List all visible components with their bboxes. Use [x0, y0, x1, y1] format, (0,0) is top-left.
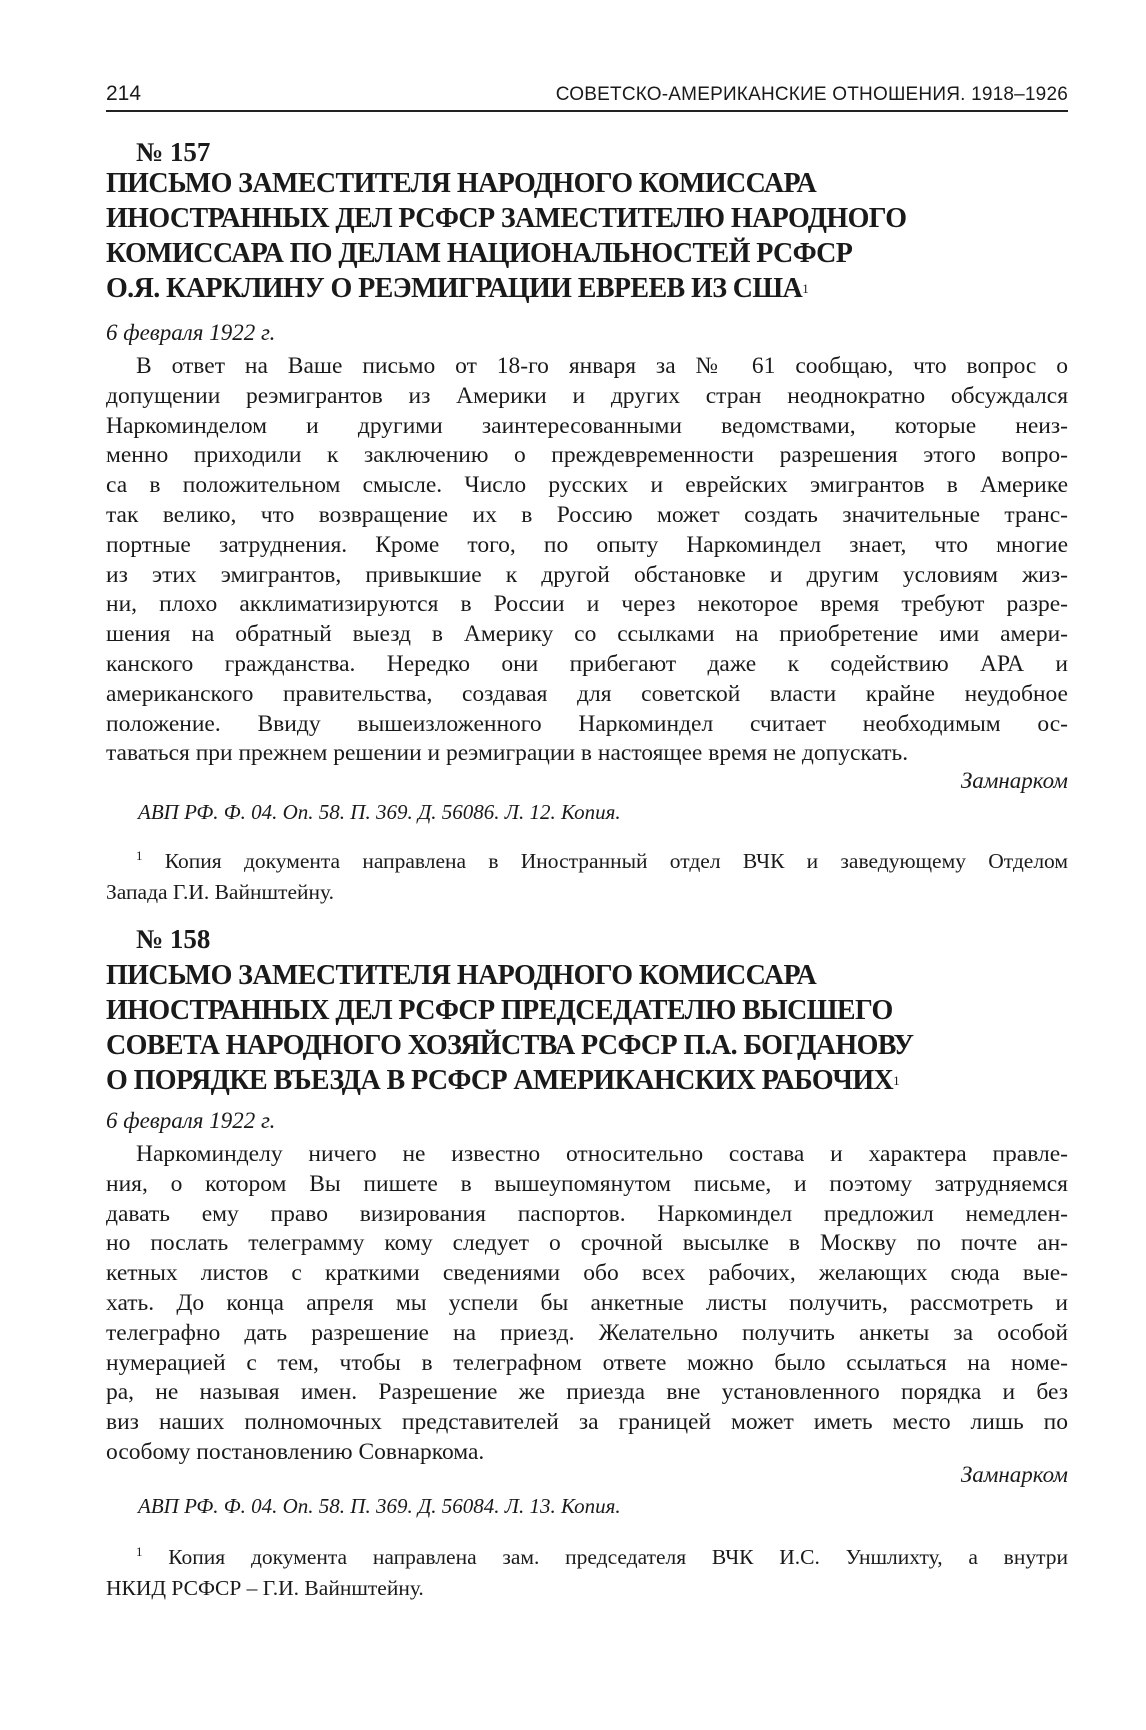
- document-date: 6 февраля 1922 г.: [106, 1108, 276, 1133]
- running-header: [106, 82, 1068, 112]
- title-line: КОМИССАРА ПО ДЕЛАМ НАЦИОНАЛЬНОСТЕЙ РСФСР: [106, 238, 853, 269]
- signature: Замнарком: [960, 768, 1068, 793]
- footnote-line: [106, 840, 1068, 877]
- footnote: [106, 840, 1068, 908]
- footnote-number: 1: [136, 848, 143, 863]
- footnote-line: [106, 1536, 1068, 1573]
- title-line: О.Я. КАРКЛИНУ О РЕЭМИГРАЦИИ ЕВРЕЕВ ИЗ США$^1$: [106, 273, 809, 304]
- document-date: 6 февраля 1922 г.: [106, 320, 276, 345]
- body-line: американского правительства, создавая для советской власти крайне неудобное: [106, 680, 1068, 707]
- page-number: 214: [106, 82, 142, 105]
- body-line: ра, не называя имен. Разрешение же приезда вне установленного порядка и без: [106, 1379, 1068, 1406]
- body-line: нумерацией с тем, чтобы в телеграфном ответе можно было ссылаться на номе-: [106, 1349, 1068, 1376]
- footnote-text: Запада Г.И. Вайнштейну.: [106, 880, 334, 905]
- footnote-text: НКИД РСФСР – Г.И. Вайнштейну.: [106, 1576, 424, 1601]
- body-line: положение. Ввиду вышеизложенного Наркоминдел считает необходимым ос-: [106, 710, 1068, 737]
- title-line: ПИСЬМО ЗАМЕСТИТЕЛЯ НАРОДНОГО КОМИССАРА: [106, 960, 817, 991]
- document-number: № 157: [136, 137, 211, 167]
- body-line: виз наших полномочных представителей за границей может иметь место лишь по: [106, 1409, 1068, 1436]
- body-line: таваться при прежнем решении и реэмиграции в настоящее время не допускать.: [106, 740, 909, 767]
- title-line: ИНОСТРАННЫХ ДЕЛ РСФСР ПРЕДСЕДАТЕЛЮ ВЫСШЕГО: [106, 995, 893, 1026]
- body-line: давать ему право визирования паспортов. Наркоминдел предложил немедлен-: [106, 1200, 1068, 1227]
- body-line: допущении реэмигрантов из Америки и других стран неоднократно обсуждался: [106, 382, 1068, 409]
- body-line: шения на обратный выезд в Америку со ссылками на приобретение ими амери-: [106, 621, 1068, 648]
- body-line: ния, о котором Вы пишете в вышеупомянутом письме, и поэтому затрудняемся: [106, 1170, 1068, 1197]
- body-line: кетных листов с краткими сведениями обо всех рабочих, желающих сюда вые-: [106, 1260, 1068, 1287]
- footnote-line: [106, 1573, 1068, 1604]
- title-line: СОВЕТА НАРОДНОГО ХОЗЯЙСТВА РСФСР П.А. БОГДАНОВУ: [106, 1030, 914, 1061]
- body-line: особому постановлению Совнаркома.: [106, 1438, 485, 1465]
- footnote-line: [106, 877, 1068, 908]
- body-line: са в положительном смысле. Число русских и еврейских эмигрантов в Америке: [106, 472, 1068, 499]
- body-line: канского гражданства. Нередко они прибегают даже к содействию АРА и: [106, 650, 1068, 677]
- archive-source: АВП РФ. Ф. 04. Оп. 58. П. 369. Д. 56084. Л. 13. Копия.: [138, 1494, 621, 1518]
- body-line: хать. До конца апреля мы успели бы анкетные листы получить, рассмотреть и: [106, 1289, 1068, 1316]
- title-line: ИНОСТРАННЫХ ДЕЛ РСФСР ЗАМЕСТИТЕЛЮ НАРОДНОГО: [106, 203, 907, 234]
- document-body: [106, 1140, 1068, 1468]
- footnote-mark: 1: [893, 1073, 900, 1088]
- document-title: [106, 166, 906, 306]
- body-line: так велико, что возвращение их в Россию может создать значительные транс-: [106, 501, 1068, 528]
- body-line: телеграфно дать разрешение на приезд. Желательно получить анкеты за особой: [106, 1319, 1068, 1346]
- document-title: [106, 958, 914, 1098]
- running-title: СОВЕТСКО-АМЕРИКАНСКИЕ ОТНОШЕНИЯ. 1918–1926: [555, 84, 1068, 105]
- footnote-text: Копия документа направлена в Иностранный отдел ВЧК и заведующему Отделом: [164, 849, 1069, 874]
- archive-source: АВП РФ. Ф. 04. Оп. 58. П. 369. Д. 56086. Л. 12. Копия.: [138, 800, 621, 824]
- body-line: из этих эмигрантов, привыкшие к другой обстановке и другим условиям жиз-: [106, 561, 1068, 588]
- footnote-number: 1: [136, 1544, 143, 1559]
- body-line: ни, плохо акклиматизируются в России и через некоторое время требуют разре-: [106, 591, 1068, 618]
- body-line: В ответ на Ваше письмо от 18-го января за № 61 сообщаю, что вопрос о: [136, 353, 1068, 379]
- header-rule: [106, 110, 1068, 112]
- title-line: ПИСЬМО ЗАМЕСТИТЕЛЯ НАРОДНОГО КОМИССАРА: [106, 168, 817, 199]
- title-line: О ПОРЯДКЕ ВЪЕЗДА В РСФСР АМЕРИКАНСКИХ РАБОЧИХ$^1$: [106, 1065, 900, 1096]
- body-line: Наркоминделу ничего не известно относительно состава и характера правле-: [136, 1141, 1068, 1167]
- signature: Замнарком: [960, 1462, 1068, 1487]
- document-number: № 158: [136, 924, 211, 954]
- footnote: [106, 1536, 1068, 1604]
- body-line: но послать телеграмму кому следует о срочной высылке в Москву по почте ан-: [106, 1230, 1068, 1257]
- footnote-mark: 1: [802, 281, 809, 296]
- footnote-text: Копия документа направлена зам. председателя ВЧК И.С. Уншлихту, а внутри: [168, 1545, 1068, 1570]
- document-body: [106, 352, 1068, 769]
- body-line: Наркоминделом и другими заинтересованными ведомствами, которые неиз-: [106, 412, 1068, 439]
- body-line: портные затруднения. Кроме того, по опыту Наркоминдел знает, что многие: [106, 531, 1068, 558]
- body-line: менно приходили к заключению о преждевременности разрешения этого вопро-: [106, 442, 1068, 469]
